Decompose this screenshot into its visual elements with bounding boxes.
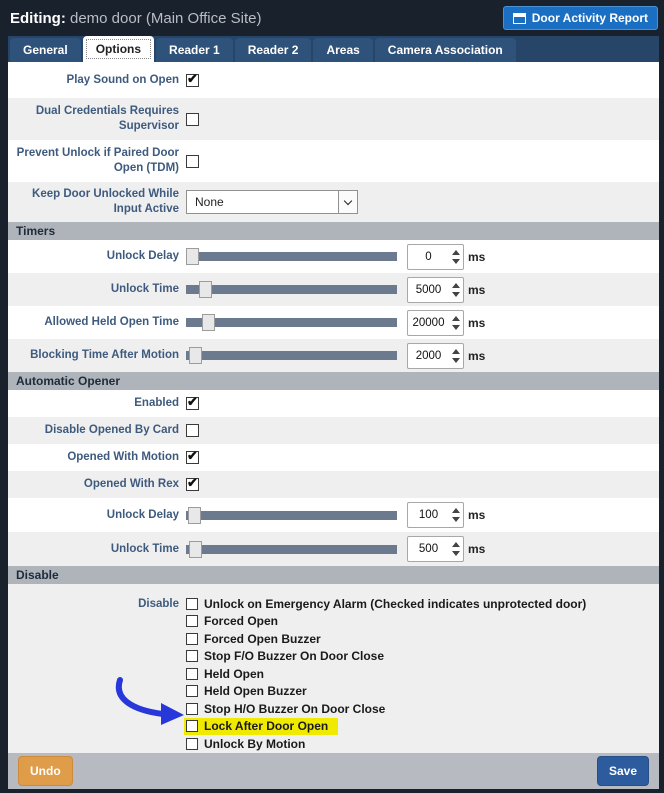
field-label: Blocking Time After Motion [30, 349, 179, 361]
field-label: Disable [138, 598, 179, 610]
top-bar [0, 0, 664, 36]
disable-item-unlock-on-emergency-alarm [186, 595, 586, 613]
keep-door-unlocked-select[interactable] [186, 190, 358, 214]
field-label: Prevent Unlock if Paired Door Open (TDM) [16, 147, 179, 174]
select-dropdown-button[interactable] [338, 191, 357, 213]
spinner-up-icon[interactable] [452, 283, 460, 288]
chevron-down-icon [344, 196, 352, 204]
blocking-time-input-box [407, 343, 464, 369]
slider-thumb[interactable] [189, 347, 202, 364]
held-open-buzzer-checkbox[interactable] [186, 685, 198, 697]
disable-item-lock-after-door-open [184, 718, 338, 736]
disable-item-held-open-buzzer [186, 683, 586, 701]
disable-item-label: Unlock on Emergency Alarm (Checked indicates unprotected door) [204, 596, 587, 611]
undo-button[interactable]: Undo [18, 756, 73, 786]
field-label: Unlock Time [110, 542, 179, 555]
ao-unlock-delay-slider[interactable] [186, 511, 397, 520]
row-keep-door-unlocked [8, 182, 659, 222]
tab-reader-1[interactable]: Reader 1 [156, 38, 233, 62]
spinner-down-icon[interactable] [452, 259, 460, 264]
blocking-time-slider[interactable] [186, 351, 397, 360]
row-unlock-time [8, 273, 659, 306]
disable-options-list [186, 595, 586, 753]
report-icon [513, 13, 526, 24]
options-form [8, 62, 659, 753]
row-dual-credentials [8, 98, 659, 140]
row-prevent-unlock-paired [8, 140, 659, 182]
field-label: Opened With Motion [67, 451, 179, 463]
row-ao-unlock-delay [8, 498, 659, 532]
ao-disable-opened-by-card-checkbox[interactable] [186, 424, 199, 437]
slider-thumb[interactable] [189, 541, 202, 558]
disable-item-label: Stop F/O Buzzer On Door Close [204, 649, 385, 664]
unlock-delay-slider[interactable] [186, 252, 397, 261]
disable-item-label: Unlock By Motion [204, 736, 306, 751]
row-ao-unlock-time [8, 532, 659, 566]
spinner-up-icon[interactable] [452, 349, 460, 354]
row-ao-opened-with-motion [8, 444, 659, 471]
field-label: Opened With Rex [83, 478, 179, 490]
select-value: None [195, 195, 224, 209]
unit-label: ms [468, 348, 486, 363]
editing-label: Editing: [10, 9, 66, 27]
section-header-automatic-opener: Automatic Opener [8, 372, 659, 390]
tab-camera-association[interactable]: Camera Association [375, 38, 516, 62]
field-label: Allowed Held Open Time [44, 316, 179, 328]
slider-thumb[interactable] [186, 248, 199, 265]
ao-opened-with-motion-checkbox[interactable] [186, 451, 199, 464]
footer-bar [8, 753, 659, 789]
ao-unlock-delay-input[interactable] [408, 503, 449, 527]
field-label: Dual Credentials Requires Supervisor [35, 105, 179, 132]
slider-thumb[interactable] [199, 281, 212, 298]
disable-item-stop-fo-buzzer [186, 648, 586, 666]
unlock-time-input-box [407, 277, 464, 303]
disable-item-held-open [186, 665, 586, 683]
ao-unlock-time-input-box [407, 536, 464, 562]
row-unlock-delay [8, 240, 659, 273]
disable-item-label: Stop H/O Buzzer On Door Close [204, 701, 386, 716]
spinner-up-icon[interactable] [452, 542, 460, 547]
report-button-label: Door Activity Report [531, 11, 648, 25]
ao-unlock-time-slider[interactable] [186, 545, 397, 554]
unit-label: ms [468, 249, 486, 264]
forced-open-checkbox[interactable] [186, 615, 198, 627]
disable-item-label: Held Open [204, 666, 265, 681]
allowed-held-open-input[interactable] [408, 311, 449, 335]
tab-general[interactable]: General [10, 38, 81, 62]
row-ao-opened-with-rex [8, 471, 659, 498]
field-label: Keep Door Unlocked While Input Active [32, 188, 179, 215]
spinner-down-icon[interactable] [452, 358, 460, 363]
row-ao-disable-opened-by-card [8, 417, 659, 444]
unlock-time-slider[interactable] [186, 285, 397, 294]
disable-item-unlock-by-motion [186, 735, 586, 753]
disable-item-stop-ho-buzzer [186, 700, 586, 718]
field-label: Unlock Delay [106, 508, 179, 521]
disable-item-forced-open [186, 613, 586, 631]
tab-areas[interactable]: Areas [313, 38, 372, 62]
dual-credentials-checkbox[interactable] [186, 113, 199, 126]
prevent-unlock-paired-checkbox[interactable] [186, 155, 199, 168]
ao-enabled-checkbox[interactable] [186, 397, 199, 410]
unlock-delay-input-box [407, 244, 464, 270]
save-button[interactable]: Save [597, 756, 649, 786]
spinner-down-icon[interactable] [452, 551, 460, 556]
unit-label: ms [468, 542, 486, 556]
disable-item-label: Forced Open Buzzer [204, 631, 321, 646]
field-label: Play Sound on Open [66, 73, 179, 86]
door-name: demo door (Main Office Site) [65, 9, 262, 27]
disable-item-forced-open-buzzer [186, 630, 586, 648]
tab-bar [8, 36, 659, 62]
spinner-up-icon[interactable] [452, 316, 460, 321]
field-label: Enabled [134, 397, 179, 409]
spinner-down-icon[interactable] [452, 325, 460, 330]
ao-unlock-time-input[interactable] [408, 537, 449, 561]
field-label: Unlock Time [110, 283, 179, 295]
spinner-up-icon[interactable] [452, 508, 460, 513]
editor-panel [8, 36, 659, 789]
unlock-delay-input[interactable] [408, 245, 449, 269]
lock-after-door-open-checkbox[interactable] [186, 720, 198, 732]
disable-options-block [8, 584, 659, 753]
section-header-disable: Disable [8, 566, 659, 584]
unit-label: ms [468, 282, 486, 297]
row-blocking-time-after-motion [8, 339, 659, 372]
row-allowed-held-open-time [8, 306, 659, 339]
unit-label: ms [468, 315, 486, 330]
tab-reader-2[interactable]: Reader 2 [235, 38, 312, 62]
disable-item-label: Forced Open [204, 614, 279, 629]
disable-item-label: Held Open Buzzer [204, 684, 307, 699]
allowed-held-open-slider[interactable] [186, 318, 397, 327]
row-ao-enabled [8, 390, 659, 417]
stop-fo-buzzer-checkbox[interactable] [186, 650, 198, 662]
stop-ho-buzzer-checkbox[interactable] [186, 703, 198, 715]
slider-thumb[interactable] [188, 507, 201, 524]
field-label: Unlock Delay [106, 250, 179, 262]
slider-thumb[interactable] [202, 314, 215, 331]
ao-unlock-delay-input-box [407, 502, 464, 528]
unlock-by-motion-checkbox[interactable] [186, 738, 198, 750]
play-sound-on-open-checkbox[interactable] [186, 74, 199, 87]
spinner-up-icon[interactable] [452, 250, 460, 255]
ao-opened-with-rex-checkbox[interactable] [186, 478, 199, 491]
blocking-time-input[interactable] [408, 344, 449, 368]
unit-label: ms [468, 508, 486, 522]
row-play-sound-on-open [8, 62, 659, 98]
unlock-on-emergency-alarm-checkbox[interactable] [186, 598, 198, 610]
tab-options[interactable]: Options [83, 36, 154, 62]
forced-open-buzzer-checkbox[interactable] [186, 633, 198, 645]
held-open-checkbox[interactable] [186, 668, 198, 680]
spinner-down-icon[interactable] [452, 517, 460, 522]
allowed-held-open-input-box [407, 310, 464, 336]
spinner-down-icon[interactable] [452, 292, 460, 297]
unlock-time-input[interactable] [408, 278, 449, 302]
disable-item-label: Lock After Door Open [204, 719, 329, 734]
section-header-timers: Timers [8, 222, 659, 240]
door-activity-report-button[interactable] [503, 6, 658, 30]
field-label: Disable Opened By Card [44, 424, 179, 436]
page-title [10, 10, 261, 27]
